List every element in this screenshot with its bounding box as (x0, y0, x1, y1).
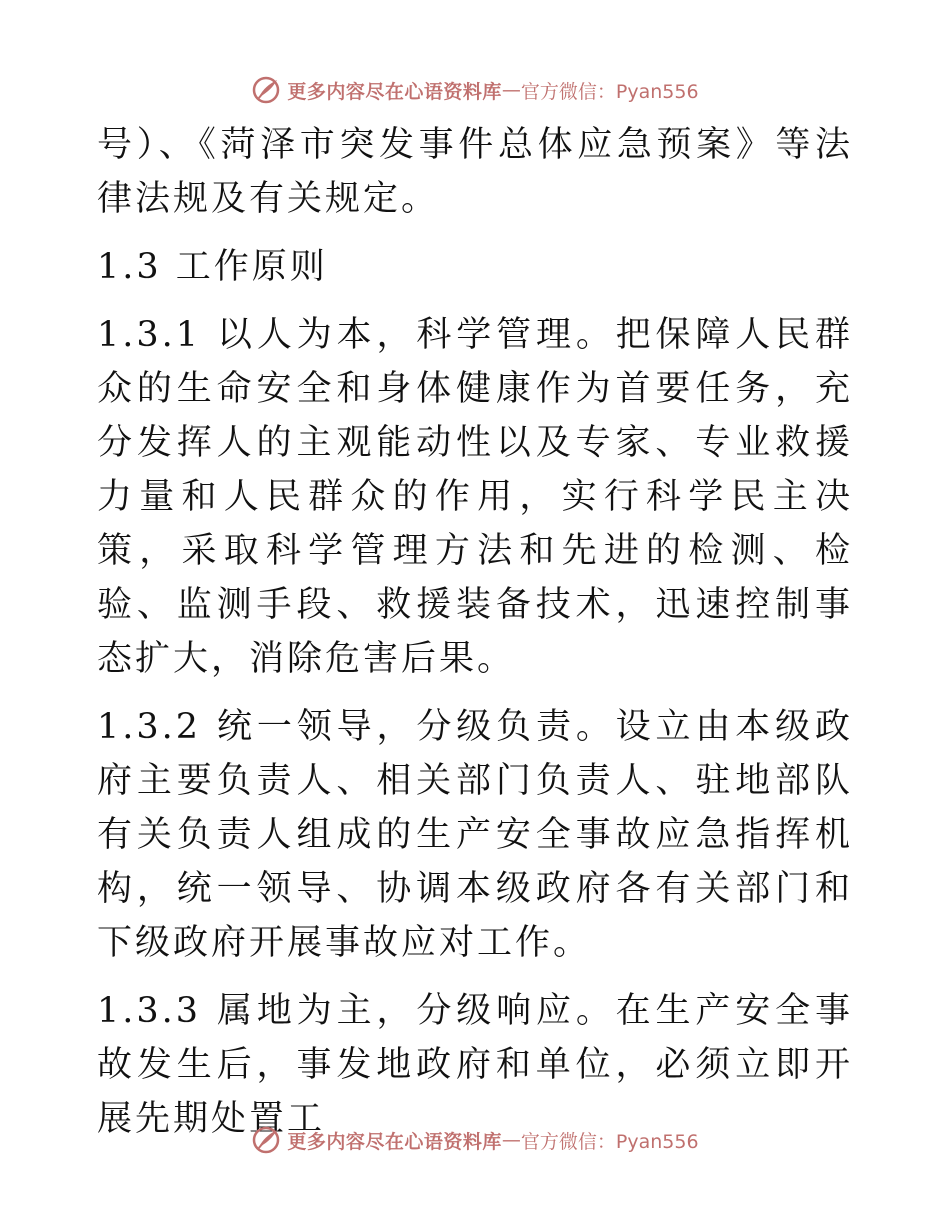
footer-brand-text: 更多内容尽在心语资料库 (287, 1130, 502, 1153)
section-heading-work-principles: 1.3 工作原则 (97, 247, 328, 287)
paragraph-principle-1-3-2: 1.3.2 统一领导，分级负责。设立由本级政府主要负责人、相关部门负责人、驻地部队有关负责人组成的生产安全事故应急指挥机构，统一领导、协调本级政府各有关部门和下级政府开展事故应对工作。 (97, 707, 853, 963)
quill-logo-icon (251, 1125, 281, 1155)
paragraph-principle-1-3-1: 1.3.1 以人为本，科学管理。把保障人民群众的生命安全和身体健康作为首要任务，充分发挥人的主观能动性以及专家、专业救援力量和人民群众的作用，实行科学民主决策，采取科学管理方法和先进的检测、检验、监测手段、救援装备技术，迅速控制事态扩大，消除危害后果。 (97, 315, 853, 679)
header-brand-text: 更多内容尽在心语资料库 (287, 80, 502, 103)
footer-wechat-text: 官方微信：Pyan556 (520, 1130, 699, 1153)
footer-watermark (0, 1120, 950, 1160)
paragraph-legal-basis-continued: 号）、《菏泽市突发事件总体应急预案》等法律法规及有关规定。 (97, 125, 853, 219)
footer-separator: — (501, 1129, 521, 1151)
header-wechat-text: 官方微信：Pyan556 (520, 80, 699, 103)
header-watermark (0, 70, 950, 110)
paragraph-principle-1-3-3: 1.3.3 属地为主，分级响应。在生产安全事故发生后，事发地政府和单位，必须立即开展先期处置工 (97, 991, 853, 1139)
quill-logo-icon (251, 75, 281, 105)
header-separator: — (501, 79, 521, 101)
document-body (97, 118, 853, 1160)
